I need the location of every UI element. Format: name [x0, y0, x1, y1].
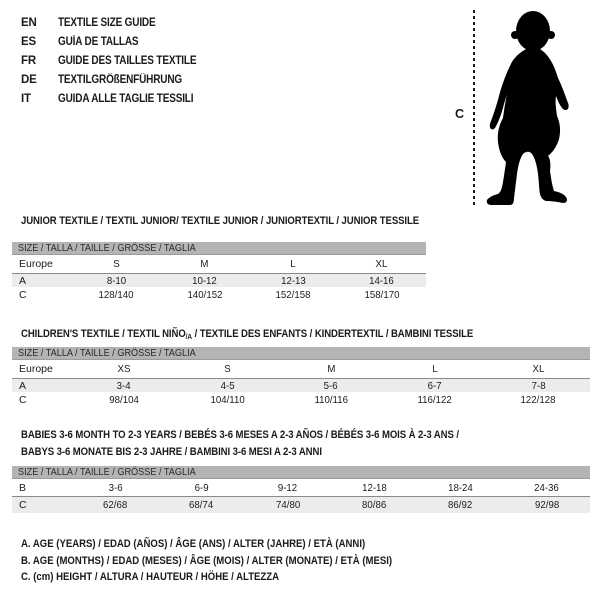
cell-height: 122/128 [520, 393, 556, 406]
cell-size: XS [117, 363, 131, 375]
babies-section-title: BABIES 3-6 MONTH TO 2-3 YEARS / BEBÉS 3-6 MESES A 2-3 AÑOS / BÉBÉS 3-6 MOIS À 2-3 ANS / BABYS 3-6 MONATE BIS 2-3 JAHRE / BAMBINI 3-6 MESI A 2-3 ANNI [21, 429, 459, 458]
cell-height: 140/152 [187, 288, 223, 301]
size-header-bar [12, 347, 590, 360]
cell-height: 74/80 [275, 499, 300, 511]
cell-size: XL [375, 258, 388, 270]
table-row-height [12, 392, 590, 407]
table-row-height [12, 287, 426, 302]
cell-age: 4-5 [220, 379, 235, 392]
size-header-bar [12, 242, 426, 255]
cell-size: L [431, 363, 438, 375]
cell-height: 116/122 [417, 393, 452, 406]
cell-size: M [200, 258, 209, 270]
height-measure-dashed-line [473, 10, 475, 207]
cell-months: 3-6 [108, 481, 123, 494]
size-header-label: SIZE / TALLA / TAILLE / GRÖSSE / TAGLIA [18, 466, 196, 478]
lang-code: EN [21, 16, 37, 29]
row-label: B [19, 481, 27, 494]
cell-months: 18-24 [448, 481, 473, 494]
cell-height: 68/74 [189, 499, 214, 511]
cell-age: 7-8 [531, 379, 546, 392]
cell-age: 5-6 [323, 379, 338, 392]
cell-age: 6-7 [427, 379, 442, 392]
legend-line-a: A. AGE (YEARS) / EDAD (AÑOS) / ÂGE (ANS) / ALTER (JAHRE) / ETÀ (ANNI) [21, 538, 366, 551]
lang-row-de [21, 70, 217, 89]
size-header-bar [12, 466, 590, 479]
lang-code: ES [21, 35, 36, 48]
cell-size: M [326, 363, 336, 375]
lang-code: FR [21, 54, 36, 67]
toddler-silhouette-image [484, 8, 584, 208]
lang-title: TEXTILE SIZE GUIDE [58, 16, 156, 29]
size-header-label: SIZE / TALLA / TAILLE / GRÖSSE / TAGLIA [18, 347, 196, 359]
lang-row-fr [21, 51, 217, 70]
lang-title: GUIDE DES TAILLES TEXTILE [58, 54, 197, 67]
cell-height: 128/140 [98, 288, 134, 301]
lang-title: TEXTILGRÖßENFÜHRUNG [58, 73, 182, 86]
table-row-age [12, 379, 590, 392]
row-label: C [19, 499, 27, 511]
cell-months: 12-18 [361, 481, 387, 494]
cell-size: XL [532, 363, 545, 375]
cell-age: 10-12 [192, 274, 218, 287]
cell-height: 98/104 [109, 393, 139, 406]
lang-title: GUÍA DE TALLAS [58, 35, 139, 48]
table-row-europe [12, 255, 426, 274]
cell-height: 104/110 [210, 393, 245, 406]
cell-height: 152/158 [275, 288, 311, 301]
row-label: Europe [19, 258, 53, 270]
lang-title: GUIDA ALLE TAGLIE TESSILI [58, 92, 194, 105]
junior-section-title: JUNIOR TEXTILE / TEXTIL JUNIOR/ TEXTILE JUNIOR / JUNIORTEXTIL / JUNIOR TESSILE [21, 215, 420, 227]
row-label: C [19, 288, 27, 301]
subscript-text: /A [185, 332, 193, 341]
row-label: A [19, 274, 27, 287]
babies-size-table [12, 466, 590, 513]
row-label: C [19, 393, 27, 406]
children-size-table [12, 347, 590, 407]
language-title-list [21, 13, 217, 108]
junior-size-table [12, 242, 426, 302]
size-header-label: SIZE / TALLA / TAILLE / GRÖSSE / TAGLIA [18, 242, 196, 254]
lang-row-es [21, 32, 217, 51]
cell-size: S [113, 258, 120, 270]
height-measure-label: C [455, 107, 465, 121]
lang-row-it [21, 89, 217, 108]
row-label: A [19, 379, 27, 392]
table-row-months [12, 479, 590, 497]
children-section-title: CHILDREN'S TEXTILE / TEXTIL NIÑO/A / TEXTILE DES ENFANTS / KINDERTEXTIL / BAMBINI TESSILE [21, 328, 474, 341]
table-row-europe [12, 360, 590, 379]
cell-age: 3-4 [116, 379, 131, 392]
cell-height: 62/68 [103, 499, 128, 511]
cell-months: 6-9 [194, 481, 209, 494]
lang-code: DE [21, 73, 37, 86]
table-row-height [12, 497, 590, 513]
cell-size: L [290, 258, 296, 270]
cell-months: 9-12 [278, 481, 298, 494]
legend [21, 536, 448, 586]
legend-line-c: C. (cm) HEIGHT / ALTURA / HAUTEUR / HÖHE / ALTEZZA [21, 571, 280, 584]
table-row-age [12, 274, 426, 287]
cell-size: S [224, 363, 231, 375]
cell-height: 80/86 [362, 499, 387, 511]
legend-line-b: B. AGE (MONTHS) / EDAD (MESES) / ÂGE (MOIS) / ALTER (MONATE) / ETÀ (MESI) [21, 554, 393, 567]
cell-height: 158/170 [364, 288, 400, 301]
cell-age: 14-16 [369, 274, 395, 287]
cell-age: 12-13 [280, 274, 306, 287]
cell-months: 24-36 [534, 481, 560, 494]
lang-row-en [21, 13, 217, 32]
row-label: Europe [19, 363, 53, 375]
cell-age: 8-10 [106, 274, 126, 287]
cell-height: 92/98 [534, 499, 559, 511]
cell-height: 86/92 [448, 499, 473, 511]
lang-code: IT [21, 92, 31, 105]
cell-height: 110/116 [314, 393, 348, 406]
